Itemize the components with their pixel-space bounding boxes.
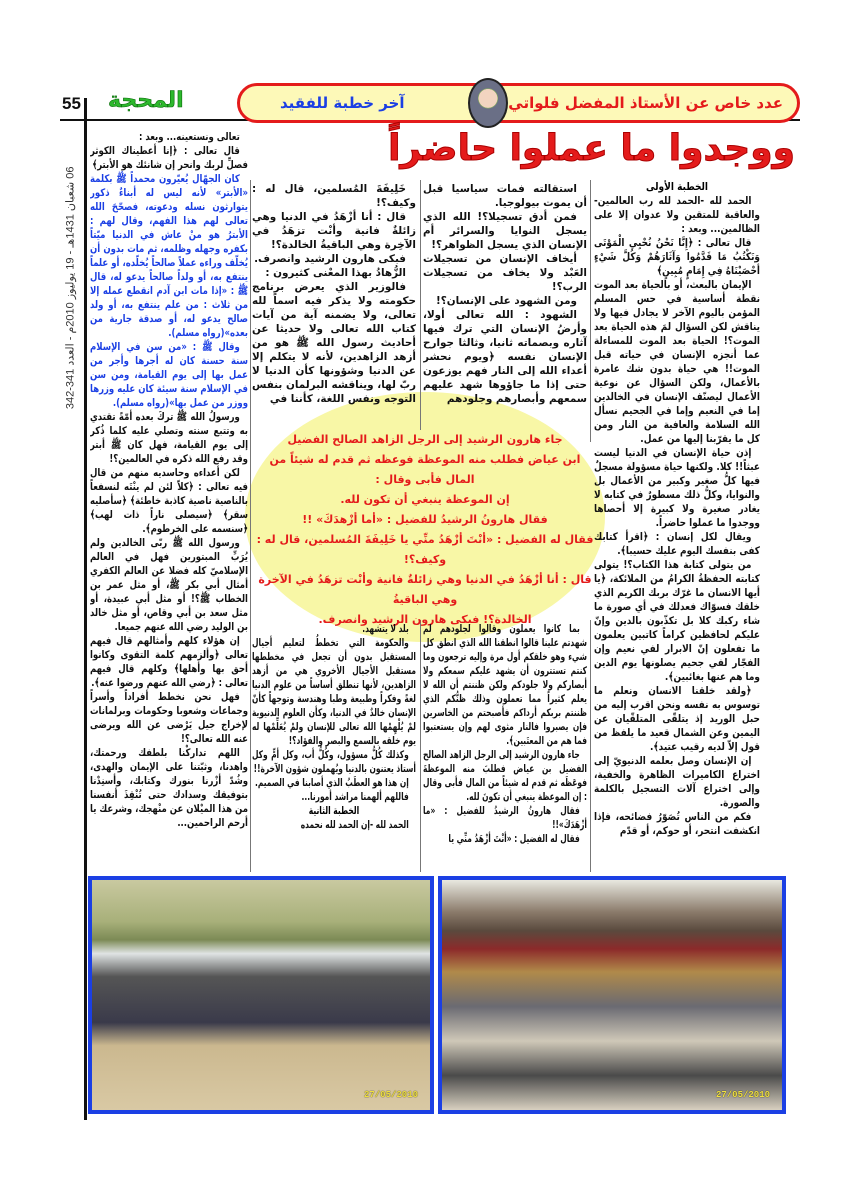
paragraph: جاء هارون الرشيد إلى الرجل الزاهد الصالح الفضيل بن عياض فطلبَ منه الموعظةَ فوعَظَه ثم قدم له شيئاً من المال فأبى وقال : إن الموعظة ينبغي أن تكونَ لله. [423, 749, 587, 803]
paragraph: خَلِيفَةَ المُسلمين، قال له : وكيف؟! [252, 183, 416, 209]
paragraph: فالوزير الذي يعرض برنامج حكومته ولا يذكر فيه اسماً لله تعالى، ولا يضمنه آية من آيات كتاب الله تعالى ولا حديثا عن أحاديث رسول الله ﷺ هو من أزهد الزاهدين، لأنه لا يتكلم إلا عن الدنيا وشؤونها كأن الدنيا لا ربّ لها، ويناقشه البرلمان بنفس التوجه ونفس اللغة، كأننا في [252, 281, 416, 405]
banner-last-sermon-text: آخر خطبة للفقيد [280, 94, 405, 112]
paragraph: فكم من الناس تُصَوّرُ فضائحه، فإذا انكشفت انتحر، أو حوكم، أو قدّم [594, 811, 760, 837]
paragraph: فقال هارونُ الرشيدُ للفضيل : «ما أزْهَدَكَ»!! [423, 805, 587, 831]
funeral-procession-photo [88, 876, 434, 1114]
paragraph: اللهم تداركْنا بلطفك ورحمتك، واهدنا، وثبّتنا على الإيمان والهدى، وشُدّ أزْرنا بنورك وكتابك، وأسنِدْنا بتوفيقك وسدادك حتى تُنْقِذَ أنفسنا من هذا الميْلان عن منْهجك، وشرعك يا أرحم الراحمين... [90, 747, 248, 829]
paragraph: ومن الشهود على الإنسان؟! [436, 295, 577, 307]
paragraph: فبكى هارون الرشيد وانصرف. [254, 253, 406, 265]
banner-special-issue-text: عدد خاص عن الأستاذ المفضل فلواتي [508, 94, 783, 112]
column-middle-top [423, 182, 587, 428]
column-far-left [90, 130, 248, 872]
paragraph: تعالى ونستعينه... وبعد : [138, 131, 240, 143]
paragraph: من يتولى كتابة هذا الكتاب؟! يتولى كتابته الحفظةُ الكرامُ من الملائكة، ﴿يا أيها الانسان ما غرّك بربك الكريم الذي خلقك فسوّاك فعدلك في أي صورة ما شاء ركبك كلا بل تكذّبون بالدين وإنّ عليكم لحافظين كراماً كاتبين يعلمون ما تفعلون إنّ الابرار لفي نعيم وإن الفجّار لفي جحيم يصلونها يوم الدين وما هم عنها بغائبين﴾. [594, 559, 760, 683]
paragraph: إن هؤلاء كلهم وأمثالهم قال فيهم تعالى ﴿وألزمهم كلمة التقوى وكانوا أحق بها وأهلها﴾ وكلهم قال فيهم تعالى : ﴿رضي الله عنهم ورضوا عنه﴾. [90, 635, 248, 689]
paragraph: فقال له الفضيل : «أنْتَ أزْهَدُ منِّي يا [448, 833, 580, 845]
quote-line: الخالدة؟! فبكى هارون الرشيد وانصرف. [318, 613, 532, 626]
paragraph: قال تعالى : ﴿إنا أعطيناك الكوثر فصلِّ لربك وانحر إن شانئك هو الأبتر﴾ [90, 145, 248, 171]
quote-line: ابن عياض فطلب منه الموعظة فوعظه ثم قدم له شيئاً من المال فأبى وقال : [269, 453, 581, 486]
paragraph: الحمد لله -إن الحمد لله نحمده [300, 819, 409, 831]
paragraph: ورسول الله ﷺ ربّى الخالدين ولم يُرَبِّ المبتورين فهل في العالم الإسلاميّ كله فضلا عن العالم الكفري أمثال أبي بكر ﷺ، أو مثل عمر بن الخطاب ﷺ؟! أو مثل أبي عبيدة، أو مثل سعد بن أبي وقاص، أو مثل خالد بن الوليد رضي الله عنهم جميعا. [90, 537, 248, 633]
first-sermon-heading: الخطبة الأولى [645, 181, 709, 193]
magazine-logo: المحجة [108, 88, 184, 113]
paragraph: الزُّهادُ بهذا المعْنى كثيرون : [265, 267, 406, 279]
condolence-tent-photo [438, 876, 786, 1114]
article-title: ووجدوا ما عملوا حاضراً [388, 128, 795, 169]
paragraph: بما كانوا يعملون وقالوا لجلودهم لم شهدتم علينا قالوا انطقنا الله الذي انطق كل شيء وهو خلقكم أول مرة وإليه ترجعون وما كنتم تستترون أن يشهد عليكم سمعكم ولا أبصاركم ولا جلودكم ولكن ظننتم أن الله لا يعلم كثيراً مما تعملون وذلك ظنُّكم الذي ظننتم بربكم أرداكم فأصبحتم من الخاسرين فإن يصبروا فالنار مثوى لهم وإن يستعتبوا فما هم من المعتَبين﴾. [423, 623, 587, 747]
photo-date: 27/05/2010 [363, 1090, 418, 1100]
quote-line: فقال له الفضيل : «أنْتَ أزْهَدُ منِّي يا خَلِيفَةَ المُسلمين، قال له : وكيف؟! [256, 533, 594, 566]
paragraph: الإيمان بالبعث، أو بالحياة بعد الموت نقطة أساسية في حس المسلم المؤمن باليوم الآخر لا يجادل فيها ولا يناقش لكن السؤال لمَ هذه الحياة بعد الموت؟! الحياة بعد الموت للمساءلة عما أنجزه الإنسان في حياته قبل الموت!! هي حياة بدون شك عامرة بالأعمال، ولكن السؤال عن نوعية الأعمال ليصنّف الإنسان في الخالدين إما في النعيم وإما في الجحيم نسأل الله السلامة والعافية من النار ومن كل ما يقرّبنا إليها من عمل. [594, 279, 760, 445]
paragraph: فاللهم ألهمنا مراشد أمورنا... [301, 791, 409, 803]
paragraph: فهل نحن نخطط أفراداً وأسراً وجماعات وشعوبا وحكومات وبرلمانات لإخراج جيل يَرْضى عن الله ويرضى عنه الله تعالى؟! [90, 691, 248, 745]
column-divider [590, 180, 591, 442]
paragraph: ورسولُ الله ﷺ تركَ بعده أمّةً تقتدي به وتتبع سنته وتصلي عليه كلما ذُكر إلى يوم القيامة، فهل كان ﷺ أبتر وقد رفع الله ذكره في العالمين؟! [90, 411, 248, 465]
column-divider [590, 620, 591, 872]
blue-paragraph: كان الجهّال يُعيّرون محمداً ﷺ بكلمة «الأبتر» لأنه ليس له أبناءٌ ذكور يتوارثون نسله ودعوته، فصحّحَ الله تعالى لهم هذا الفهم، وقال لهم : الأبترُ هو منْ عاش في الدنيا ميّتاً بكفره وجهله وظلمه، ثم مات بدون أن يُخلّف وراءه عملاً صالحاً يُخلّده، أو علماً ينتفع به، أو ولداً صالحاً يدعو له، قال ﷺ : «إذا مات ابن آدم انقطع عمله إلا من ثلاث : من علم ينتفع به، أو ولد صالح يدعو له، أو صدقة جارية من بعده»(رواه مسلم). [90, 173, 248, 339]
paragraph: والحكومة التي تخططُ لتعليم أجيال المستقبل بدون أن تجعل في مخططها مستقبل الأجيال الأخروي هي من أزهد الزاهدين، لأنها تنطلق أساساً من علوم الدنيا لغةً وفكراً وطبيعة وطبا وهندسة وتوجهاً كأنّ الإنسان خالدٌ في الدنيا، وكأن العلوم الدنيوية لمْ يُلْهِمْها الله تعالى للإنسان ولمْ يُعَلِّمْها له يوم خلقه بالسمع والبصر والفؤاد؟! [252, 637, 416, 747]
portrait-photo [468, 78, 508, 128]
column-divider [250, 180, 251, 872]
quote-line: جاء هارون الرشيد إلى الرجل الزاهد الصالح الفضيل [287, 433, 563, 446]
special-issue-banner [237, 83, 800, 123]
column-divider [420, 620, 421, 872]
paragraph: استقالته فمات سياسيا قبل أن يموت بيولوجيا. [423, 183, 587, 209]
paragraph: ﴿ولقد خلقنا الانسان ونعلم ما توسوس به نفسه ونحن اقرب إليه من حبل الوريد إذ يتلقّى المتلقّيان عن اليمين وعن الشمال قعيد ما يلفظ من قول إلاّ لديه رقيب عتيد﴾. [594, 685, 760, 753]
column-left-bottom [252, 622, 416, 872]
paragraph: إذن حياة الإنسان في الدنيا ليست عبثاً!! كلا. ولكنها حياة مسؤولة مسجلٌ فيها كلُّ صغير وكبير من الأعمال بل والنوايا، وكلُّ ذلك مسطورٌ في كتابه لا يغادر صغيرة ولا كبيرة إلا أحصاها ووجدوا ما عملوا حاضراً. [594, 447, 760, 529]
paragraph: أيخاف الإنسان من تسجيلات العَبْد ولا يخاف من تسجيلات الرب؟! [423, 253, 587, 293]
blue-paragraph: وقال ﷺ : «من سن في الإسلام سنة حسنة كان له أجرها وأجر من عمل بها إلى يوم القيامة، ومن سن في الإسلام سنة سيئة كان عليه وزرها ووزر من عمل بها»(رواه مسلم). [90, 341, 248, 409]
quote-line: فقال هارونُ الرشيدُ للفضيل : «أما أزْهدَكَ» !! [302, 513, 548, 526]
paragraph: قال تعالى : ﴿إِنَّا نَحْنُ نُحْيِي الْمَوْتَى وَنَكْتُبُ مَا قَدَّمُوا وَآثَارَهُمْ وَكُلَّ شَيْءٍ أحْصَيْنَاهُ فِي إِمَامٍ مُبِينٍ﴾ [594, 237, 760, 277]
paragraph: إن الإنسان وصل بعلمه الدنيويّ إلى اختراع الكاميرات الظاهرة والخفية، وإلى اختراع آلات التسجيل بالكلمة والصورة. [594, 755, 760, 809]
paragraph: ويقال لكل إنسان : ﴿اقرأ كتابك كفى بنفسك اليوم عليك حسيبا﴾. [594, 531, 760, 557]
paragraph: إن هذا هو العطَبُ الذي أصابنا في الصميم. [255, 777, 409, 789]
paragraph: بلد لا يتشهد. [362, 623, 409, 635]
margin-rule [84, 98, 87, 1120]
paragraph: الحمد لله -الحمد لله رب العالمين- والعاقبة للمتقين ولا عدوان إلا على الظالمين... وبعد : [594, 195, 760, 235]
column-middle-bottom [423, 622, 587, 872]
column-divider [420, 180, 421, 430]
column-left-top [252, 182, 416, 428]
quote-line: إن الموعظة ينبغي أن تكون لله. [340, 493, 510, 506]
column-right [594, 180, 760, 872]
issue-date-line: 06 شعبان 1431هـ - 19 يوليوز 2010م - العدد 341-342 [64, 166, 77, 410]
paragraph: قال : أنا أزْهَدُ في الدنيا وهي زائلةٌ فانية وأنْت تزهَدُ في الآخِرة وهي الباقيةُ الخالدة؟! [252, 211, 416, 251]
quote-line: قال : أنا أزْهَدُ في الدنيا وهي زائلةٌ فانية وأنْت تزهَدُ في الآخرة وهي الباقيةُ [258, 573, 592, 606]
paragraph: لكن أعداءه وحاسديه منهم من قال فيه تعالى : ﴿كلاّ لئن لم ينْتَه لنسفعاً بالناصية ناصية كاذبة خاطئة﴾ ﴿سأصليه سقر﴾ ﴿سيصلى ناراً ذات لهب﴾ ﴿سنسمه على الخرطوم﴾. [90, 467, 248, 535]
paragraph: الشهود : الله تعالى أولا، وأرضُ الإنسان التي ترك فيها آثاره وبصماته ثانيا، وثالثا جوارح الإنسان نفسه ﴿ويوم نحشر أعداء الله إلى النار فهم يوزعون حتى إذا ما جاؤوها شهد عليهم سمعهم وأبصارهم وجلودهم [423, 309, 587, 405]
second-sermon-heading: الخطبة الثانية [308, 805, 360, 817]
photo-date: 27/05/2010 [715, 1090, 770, 1100]
page-number: 55 [62, 94, 81, 113]
pull-quote [255, 430, 595, 630]
paragraph: وكذلك كُلُّ مسؤول، وكُلُّ أب، وكل أمٍّ وكل أستاذ يعتنون بالدنيا ويُهملون شؤون الآخرة!! [252, 749, 416, 775]
paragraph: فمن أدق تسجيلا؟! الله الذي يسجل النوايا والسرائر أم الإنسان الذي يسجل الظواهر؟! [423, 211, 587, 251]
